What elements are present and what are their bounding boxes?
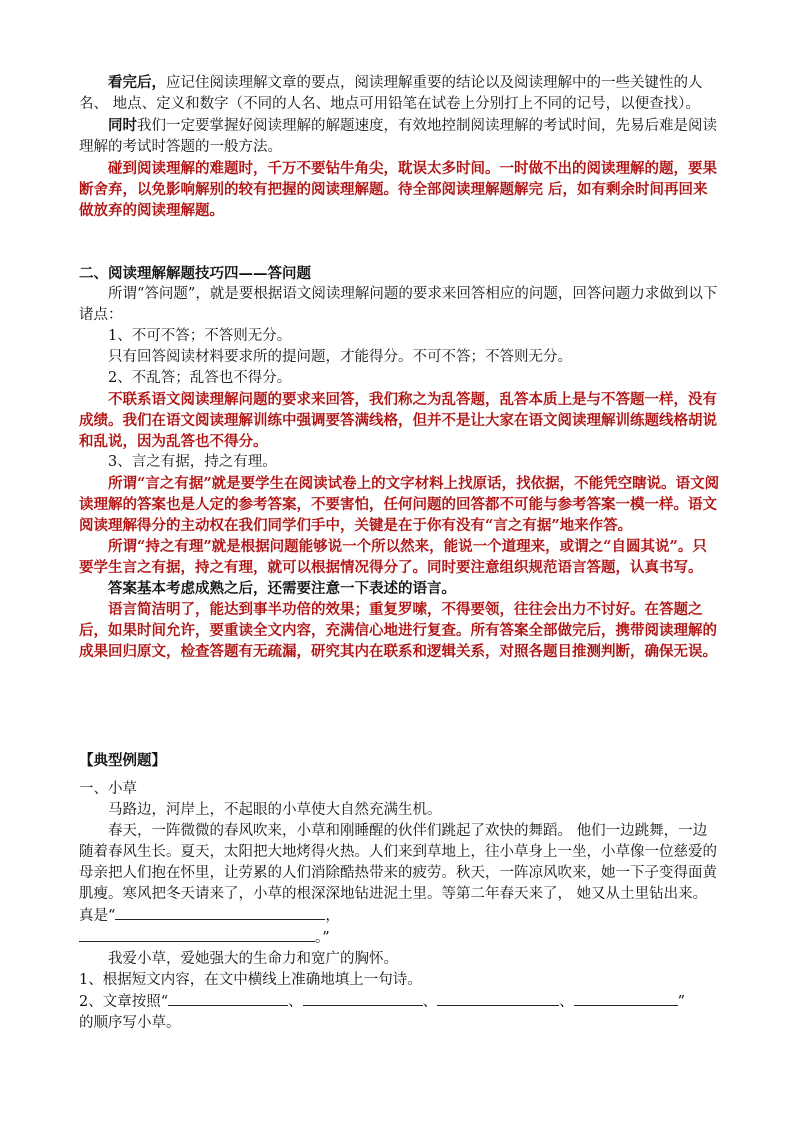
question-1: 1、根据短文内容，在文中横线上准确地填上一句诗。	[79, 972, 422, 988]
intro-paragraph: 所谓“答问题”，就是要根据语文阅读理解问题的要求来回答相应的问题，回答问题力求做到以下诸点：	[79, 286, 718, 323]
order-blank-1[interactable]	[168, 991, 288, 1006]
paragraph-lead: 看完后，	[108, 74, 166, 91]
passage-title: 一、小草	[79, 781, 137, 797]
section-heading: 二、阅读理解解题技巧四——答问题	[79, 265, 311, 282]
paragraph	[79, 115, 721, 158]
comma: ，	[325, 908, 340, 924]
question-2-start: 2、文章按照“	[79, 994, 169, 1010]
item-title: 2、不乱答；乱答也不得分。	[108, 370, 292, 386]
section-answer-questions	[79, 263, 721, 662]
red-emphasis-paragraph: 所谓“持之有理”就是根据问题能够说一个所以然来，能说一个道理来，或谓之“自圆其说”。只要学生言之有据，持之有理，就可以根据情况得分了。同时要注意组织规范语言答题，认真书写。	[79, 538, 707, 576]
paragraph-lead: 同时	[108, 117, 137, 134]
order-blank-2[interactable]	[303, 991, 423, 1006]
order-blank-4[interactable]	[574, 991, 678, 1006]
red-emphasis-paragraph: 碰到阅读理解的难题时，千万不要钻牛角尖，耽误太多时间。一时做不出的阅读理解的题，要果断舍弃，以免影响解别的较有把握的阅读理解题。待全部阅读理解题解完 后，如有剩余时间再回来做放弃的阅读理解题。	[79, 160, 717, 219]
paragraph-text: 应记住阅读理解文章的要点，阅读理解重要的结论以及阅读理解中的一些关键性的人名、 地点、定义和数字（不同的人名、地点可用铅笔在试卷上分别打上不同的记号，以便查找）。	[79, 75, 703, 112]
passage-paragraph: 我爱小草，爱她强大的生命力和宽广的胸怀。	[108, 951, 398, 967]
paragraph-text: 我们一定要掌握好阅读理解的解题速度，有效地控制阅读理解的考试时间，先易后难是阅读理解的考试时答题的一般方法。	[79, 118, 717, 155]
item-text: 只有回答阅读材料要求所的提问题，才能得分。不可不答；不答则无分。	[108, 349, 572, 365]
item-title: 1、不可不答；不答则无分。	[108, 328, 292, 344]
red-emphasis-paragraph: 不联系语文阅读理解问题的要求来回答，我们称之为乱答题，乱答本质上是与不答题一样，没有成绩。我们在语文阅读理解训练中强调要答满线格，但并不是让大家在语文阅读理解训练题线格胡说和乱说，因为乱答也不得分。	[79, 391, 717, 450]
passage-text: 春天，一阵微微的春风吹来，小草和刚睡醒的伙伴们跳起了欢快的舞蹈。 他们一边跳舞，一边随着春风生长。夏天，太阳把大地烤得火热。人们来到草地上，往小草身上一坐，小草像一位慈爱的母亲把人们抱在怀里，让劳累的人们消除酷热带来的疲劳。秋天，一阵凉风吹来，她一下子变得面黄肌瘦。寒风把冬天请来了，小草的根深深地钻进泥土里。等第二年春天来了， 她又从土里钻出来。真是“	[79, 823, 717, 924]
example-heading: 【典型例题】	[79, 752, 166, 769]
section-reading-tips	[79, 72, 721, 221]
separator: 、	[288, 994, 303, 1010]
poem-blank-1[interactable]	[115, 905, 325, 920]
question-2-tail: 的顺序写小草。	[79, 1015, 181, 1031]
paragraph	[79, 72, 721, 115]
close-quote: 。”	[315, 930, 330, 946]
passage-paragraph	[79, 821, 721, 949]
order-blank-3[interactable]	[437, 991, 559, 1006]
red-emphasis-paragraph: 所谓“言之有据”就是要学生在阅读试卷上的文字材料上找原话，找依据，不能凭空瞎说。语文阅读理解的答案也是人定的参考答案，不要害怕，任何问题的回答都不可能与参考答案一模一样。语文阅读理解得分的主动权在我们同学们手中，关键是在于你有没有“言之有据”地来作答。	[79, 475, 720, 534]
bold-note: 答案基本考虑成熟之后，还需要注意一下表述的语言。	[108, 580, 456, 597]
separator: 、	[422, 994, 438, 1010]
question-2	[79, 991, 721, 1034]
close-quote: ”	[677, 994, 686, 1010]
item-title: 3、言之有据，持之有理。	[108, 454, 277, 470]
separator: 、	[559, 994, 574, 1010]
section-example	[79, 750, 721, 1034]
poem-blank-2[interactable]	[79, 927, 315, 942]
red-emphasis-paragraph: 语言简洁明了，能达到事半功倍的效果；重复罗嗦，不得要领，往往会出力不讨好。在答题之后，如果时间允许，要重读全文内容，充满信心地进行复查。所有答案全部做完后，携带阅读理解的成果回归原文，检查答题有无疏漏，研究其内在联系和逻辑关系，对照各题目推测判断，确保无误。	[79, 601, 717, 660]
passage-paragraph: 马路边，河岸上，不起眼的小草使大自然充满生机。	[108, 802, 442, 818]
